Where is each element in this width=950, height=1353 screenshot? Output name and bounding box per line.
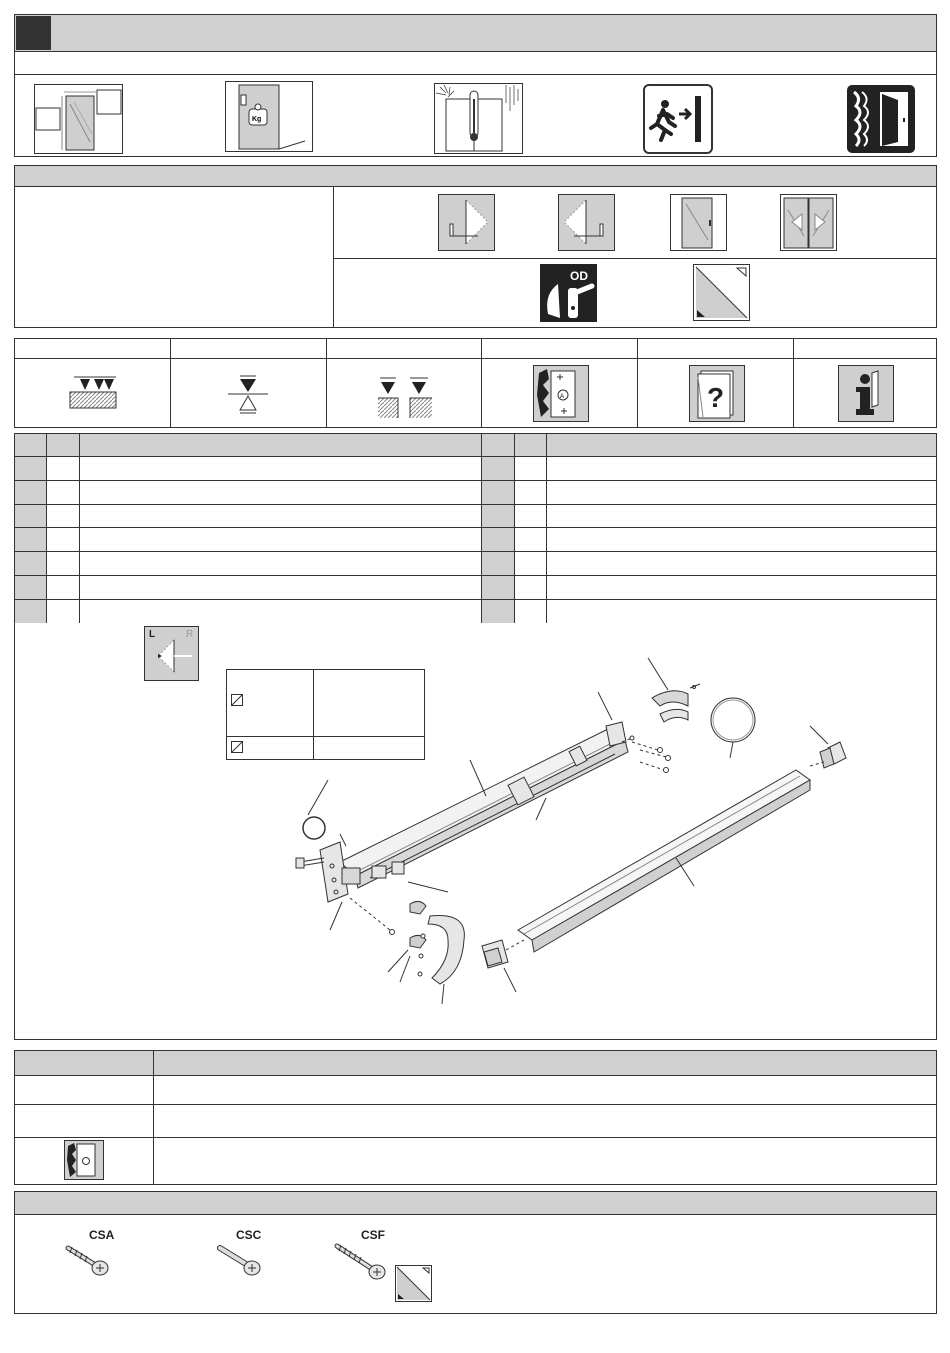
fire-approval-icon	[533, 365, 589, 422]
panic-bar-exploded-drawing	[280, 640, 880, 1020]
tools-row-1	[14, 1104, 937, 1105]
parts-row-2	[14, 504, 937, 505]
detail-reference-circle	[303, 817, 325, 839]
transom-mount-icon	[226, 374, 270, 416]
symbols-divider-1	[170, 338, 171, 428]
parts-row-5	[14, 575, 937, 576]
tools-row-2	[14, 1137, 937, 1138]
fitting-template-icon	[693, 264, 750, 321]
hand-selector-icon[interactable]	[144, 626, 199, 681]
svg-text:Kg: Kg	[252, 116, 262, 123]
fitting-template-small-icon	[395, 1265, 432, 1302]
parts-col-5	[546, 433, 547, 624]
symbols-header-row	[14, 338, 937, 359]
see-manual-icon	[689, 365, 745, 422]
header-subtitle-row	[14, 52, 937, 75]
information-icon	[838, 365, 894, 422]
diameter-symbol-icon	[231, 741, 243, 753]
screw-csf-icon	[333, 1242, 389, 1280]
parts-row-4	[14, 551, 937, 552]
screw-csc-icon	[216, 1242, 264, 1276]
surface-mount-icon	[68, 376, 120, 414]
single-leaf-door-icon[interactable]	[670, 194, 727, 251]
svg-text:?: ?	[707, 382, 725, 413]
diameter-symbol-icon	[231, 694, 243, 706]
parts-col-2	[79, 433, 80, 624]
selector-right-label: R	[186, 629, 194, 640]
double-leaf-door-icon[interactable]	[780, 194, 837, 251]
screws-section-header	[14, 1191, 937, 1215]
left-hand-door-icon[interactable]	[558, 194, 615, 251]
door-dimensions-icon	[34, 84, 124, 155]
od-label: OD	[570, 269, 588, 283]
fire-door-icon	[846, 84, 916, 154]
section-door-type-bar	[14, 165, 937, 187]
parts-col-4	[514, 433, 515, 624]
screw-csa-label: CSA	[89, 1228, 115, 1242]
symbols-divider-5	[793, 338, 794, 428]
tools-col-divider	[153, 1050, 154, 1185]
symbols-divider-2	[326, 338, 327, 428]
parts-col-1	[46, 433, 47, 624]
climate-conditions-icon	[434, 83, 524, 155]
svg-text:A: A	[560, 394, 565, 400]
symbols-divider-4	[637, 338, 638, 428]
screw-csf-label: CSF	[361, 1228, 385, 1242]
parts-row-3	[14, 527, 937, 528]
parts-table	[14, 433, 937, 624]
fire-approval-small-icon	[64, 1140, 104, 1180]
recessed-mount-icon	[376, 374, 434, 420]
selector-left-label: L	[149, 629, 156, 640]
section-header-bar	[14, 14, 937, 52]
parts-row-1	[14, 480, 937, 481]
section-number-block	[16, 16, 51, 50]
parts-table-header	[14, 433, 937, 457]
door-type-divider-h	[333, 258, 937, 259]
emergency-exit-icon	[643, 84, 713, 154]
parts-row-6	[14, 599, 937, 600]
right-hand-door-icon[interactable]	[438, 194, 495, 251]
door-weight-icon	[225, 81, 314, 153]
screw-csa-icon	[64, 1242, 112, 1276]
opening-direction-icon	[540, 264, 597, 322]
screw-csc-label: CSC	[236, 1228, 262, 1242]
symbols-divider-3	[481, 338, 482, 428]
